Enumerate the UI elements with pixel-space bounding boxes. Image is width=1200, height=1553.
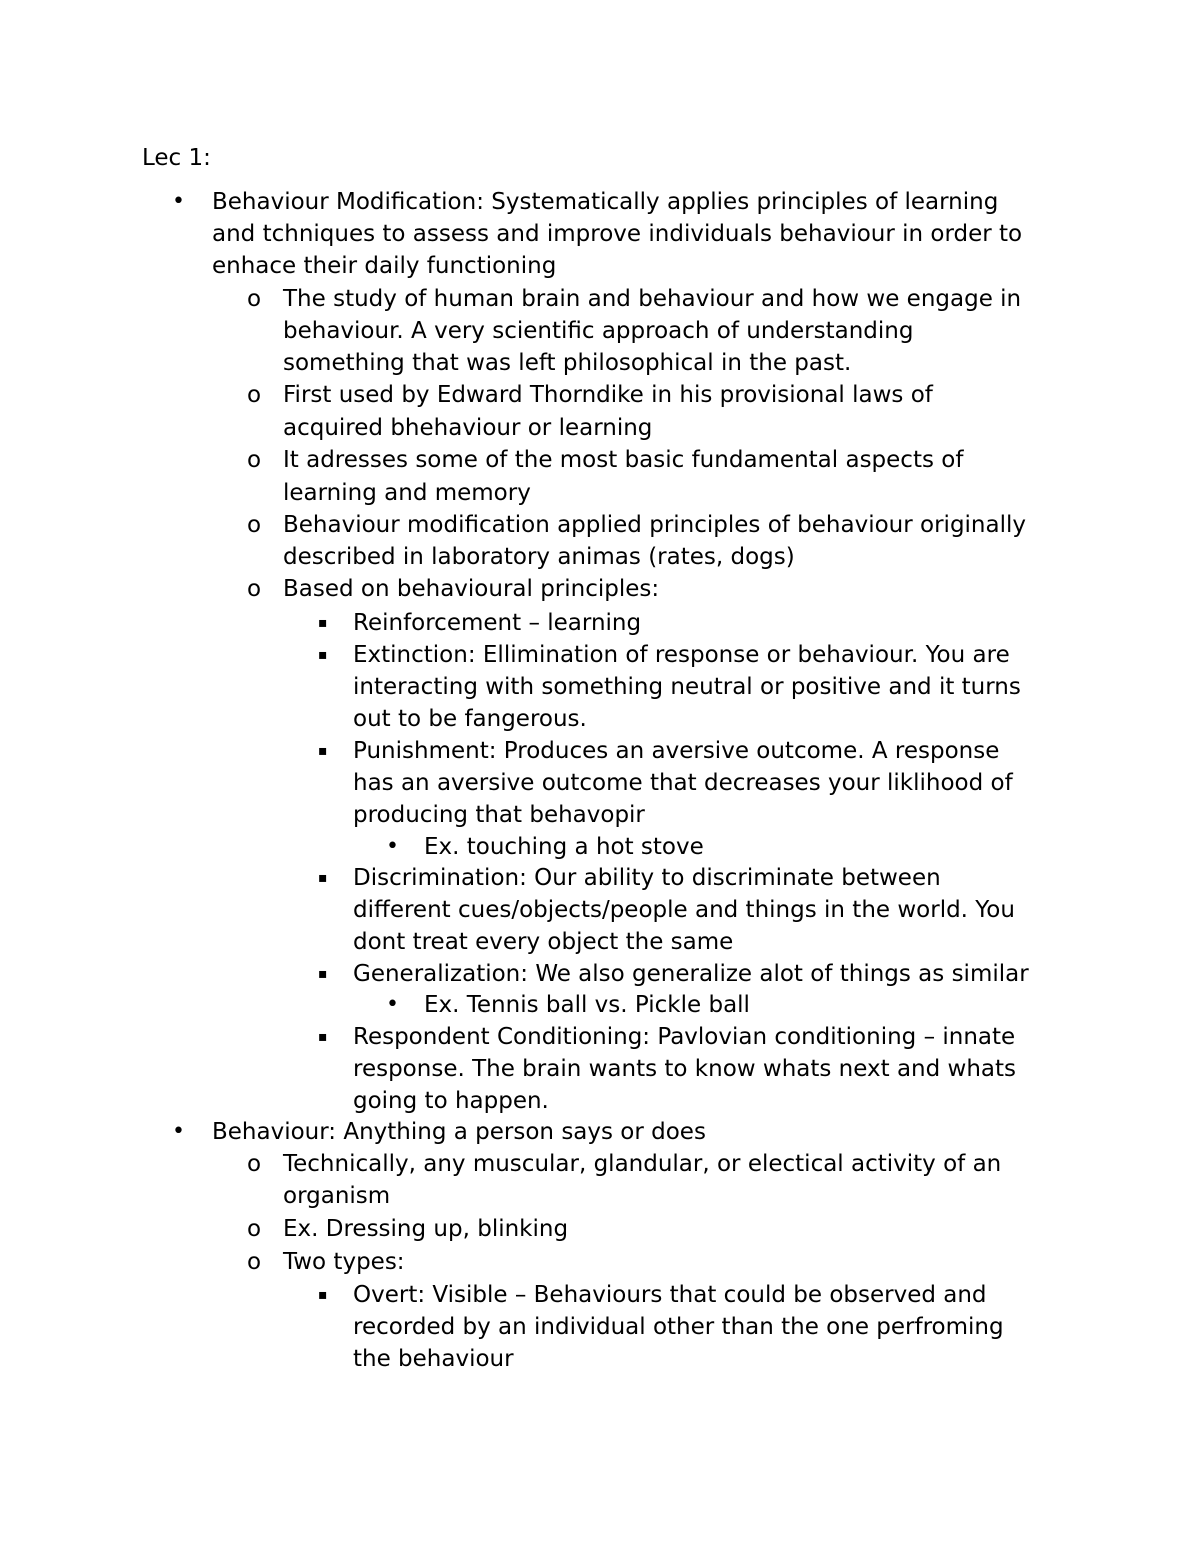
square-marker: ▪ [318, 966, 328, 982]
list-item-line: acquired bhehaviour or learning [283, 415, 653, 441]
circle-marker: o [247, 286, 262, 312]
list-item-line: learning and memory [283, 480, 531, 506]
list-item-line: out to be fangerous. [353, 706, 587, 732]
circle-marker: o [247, 1249, 262, 1275]
square-marker: ▪ [318, 870, 328, 886]
list-item-line: enhace their daily functioning [212, 253, 557, 279]
list-item-line: Technically, any muscular, glandular, or electical activity of an [283, 1151, 1002, 1177]
list-item-line: something that was left philosophical in the past. [283, 350, 852, 376]
list-item-line: Overt: Visible – Behaviours that could be observed and [353, 1282, 987, 1308]
list-item-line: Punishment: Produces an aversive outcome. A response [353, 738, 1000, 764]
list-item-line: Reinforcement – learning [353, 610, 642, 636]
list-item-line: The study of human brain and behaviour and how we engage in [283, 286, 1022, 312]
bullet-marker: • [386, 834, 399, 859]
bullet-marker: • [172, 189, 185, 214]
square-marker: ▪ [318, 1029, 328, 1045]
list-item-line: dont treat every object the same [353, 929, 734, 955]
circle-marker: o [247, 576, 262, 602]
list-item-line: has an aversive outcome that decreases your liklihood of [353, 770, 1013, 796]
list-item-line: Ex. touching a hot stove [424, 834, 704, 860]
circle-marker: o [247, 382, 262, 408]
list-item-line: Based on behavioural principles: [283, 576, 660, 602]
list-item-line: Ex. Tennis ball vs. Pickle ball [424, 992, 750, 1018]
list-item-line: Respondent Conditioning: Pavlovian conditioning – innate [353, 1024, 1016, 1050]
list-item-line: interacting with something neutral or positive and it turns [353, 674, 1021, 700]
lecture-heading: Lec 1: [142, 145, 211, 171]
list-item-line: Two types: [283, 1249, 405, 1275]
list-item-line: Discrimination: Our ability to discriminate between [353, 865, 941, 891]
list-item-line: and tchniques to assess and improve individuals behaviour in order to [212, 221, 1023, 247]
list-item-line: Extinction: Ellimination of response or behaviour. You are [353, 642, 1010, 668]
list-item-line: the behaviour [353, 1346, 514, 1372]
circle-marker: o [247, 447, 262, 473]
square-marker: ▪ [318, 743, 328, 759]
circle-marker: o [247, 512, 262, 538]
list-item-line: organism [283, 1183, 391, 1209]
list-item-line: different cues/objects/people and things in the world. You [353, 897, 1015, 923]
square-marker: ▪ [318, 615, 328, 631]
bullet-marker: • [386, 992, 399, 1017]
circle-marker: o [247, 1216, 262, 1242]
list-item-line: response. The brain wants to know whats next and whats [353, 1056, 1017, 1082]
bullet-marker: • [172, 1119, 185, 1144]
list-item-line: Generalization: We also generalize alot of things as similar [353, 961, 1029, 987]
list-item-line: Behaviour: Anything a person says or does [212, 1119, 706, 1145]
list-item-line: recorded by an individual other than the one perfroming [353, 1314, 1004, 1340]
list-item-line: behaviour. A very scientific approach of understanding [283, 318, 914, 344]
list-item-line: going to happen. [353, 1088, 549, 1114]
list-item-line: It adresses some of the most basic fundamental aspects of [283, 447, 964, 473]
list-item-line: First used by Edward Thorndike in his provisional laws of [283, 382, 933, 408]
list-item-line: producing that behavopir [353, 802, 645, 828]
circle-marker: o [247, 1151, 262, 1177]
list-item-line: Behaviour Modification: Systematically applies principles of learning [212, 189, 999, 215]
list-item-line: Ex. Dressing up, blinking [283, 1216, 569, 1242]
list-item-line: described in laboratory animas (rates, dogs) [283, 544, 795, 570]
list-item-line: Behaviour modification applied principles of behaviour originally [283, 512, 1026, 538]
square-marker: ▪ [318, 1287, 328, 1303]
square-marker: ▪ [318, 647, 328, 663]
